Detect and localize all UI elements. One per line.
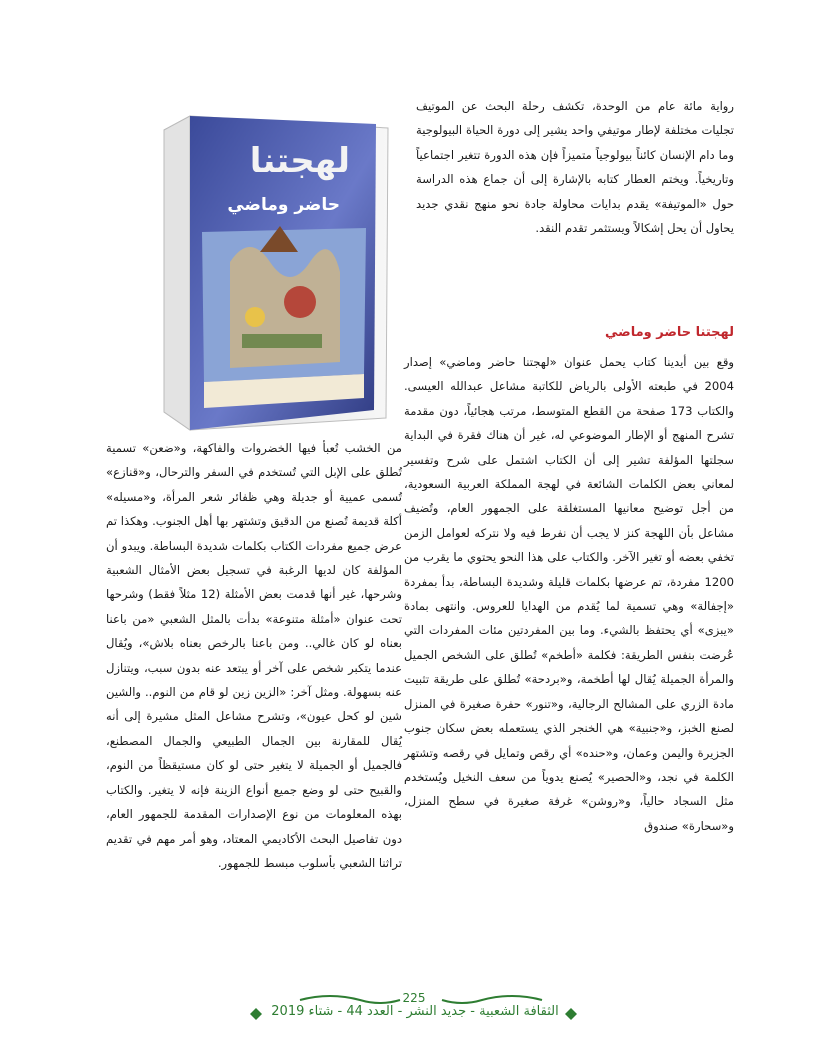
section-heading: لهجتنا حاضر وماضي	[604, 325, 734, 340]
right-column-paragraph: وقع بين أيدينا كتاب يحمل عنوان «لهجتنا حاضر وماضي» إصدار 2004 في طبعته الأولى بالرياض للكاتبة مشاعل عبدالله العيسى. والكتاب 173 صفحة من القطع المتوسط، مرتب هجائياً، دون مقدمة تشرح المنهج أو الإطار الموضوعي له، غير أن هناك فقرة في البداية سجلتها المؤلفة تشير إلى أن الكتاب اشتمل على شرح وتفسير لمعاني بعض الكلمات الشائعة في لهجة المملكة العربية السعودية، من أجل توضيح معانيها المستغلقة على الجمهور العام، وتُضيف مشاعل بأن اللهجة كنز لا يجب أن نفرط فيه ولا نتركه لعوامل الزمن تخفي بعضه أو تغير الآخر. والكتاب على هذا النحو يحتوي ما يقرب من 1200 مفردة، تم عرضها بكلمات قليلة وشديدة البساطة، بدأ بمفردة «إجفالة» وهي تسمية لما يُقدم من الهدايا للعروس. وانتهى بمادة «يبزى» أي يحتفظ بالشيء. وما بين المفردتين مئات المفردات التي عُرضت بنفس الطريقة: فكلمة «أطخم» تُطلق على الشخص الجميل والمرأة الجميلة يُقال لها أطخمة، و«بردحة» تُطلق على طريقة تثبيت مادة الزري على المشالح الرجالية، و«تنور» حفرة صغيرة في المنزل لصنع الخبز، و«جنبية» هي الخنجر الذي يستعمله بعض سكان جنوب الجزيرة واليمن وعمان، و«حنده» أي رقص وتمايل في رقصه وتشتهر الكلمة في نجد، و«الحصير» يُصنع يدوياً من سعف النخيل ويُستخدم مثل السجاد حالياً، و«روشن» غرفة صغيرة في سطح المنزل، و«سحارة» صندوق	[404, 355, 735, 833]
intro-paragraph-block	[416, 94, 734, 240]
book-cover-title: لهجتنا	[249, 141, 350, 181]
page-number: 225	[402, 991, 426, 1005]
left-column-paragraph: من الخشب تُعبأ فيها الخضروات والفاكهة، و«ضعن» تسمية تُطلق على الإبل التي تُستخدم في السفر والترحال، و«قنازع» تُسمى عميية أو جديلة وهي ظفائر شعر المرأة، و«مسيله» أكلة قديمة تُصنع من الدقيق وتشتهر بها أهل الجنوب. وهكذا تم عرض جميع مفردات الكتاب بكلمات شديدة البساطة. ويبدو أن المؤلفة كان لديها الرغبة في تسجيل بعض الأمثال الشعبية وشرحها، غير أنها قدمت بعض الأمثلة (12 مثلاً فقط) وشرحها تحت عنوان «أمثلة متنوعة» بدأت بالمثل الشعبي «من باعنا بعناه لو كان غالي.. ومن باعنا بالرخص بعناه بلاش»، ويُقال عندما يتكبر شخص على آخر أو يبتعد عنه بدون سبب، ويتنازل عنه بسهولة. ومثل آخر: «الزين زين لو قام من النوم.. والشين شين لو كحل عيون»، وتشرح مشاعل المثل مشيرة إلى أنه يُقال للمقارنة بين الجمال الطبيعي والجمال المصطنع، فالجميل أو الجميلة لا يتغير حتى لو كان مستيقظاً من النوم، والقبيح حتى لو وضع جميع أنواع الزينة فإنه لا يتغير. والكتاب بهذه المعلومات من نوع الإصدارات المقدمة للجمهور العام، دون تفاصيل البحث الأكاديمي المعتاد، وهو أمر مهم في تقديم تراثنا الشعبي بأسلوب مبسط للجمهور.	[106, 441, 402, 870]
book-cover-subtitle: حاضر وماضي	[227, 195, 340, 215]
intro-paragraph: رواية مائة عام من الوحدة، تكشف رحلة البحث عن الموتيف تجليات مختلفة لإطار موتيفي واحد يشير إلى دورة الحياة البيولوجية وما دام الإنسان كائناً بيولوجياً متميزاً فإن هذه الدورة تتغير اجتماعياً وتاريخياً. ويختم العطار كتابه بالإشارة إلى أن جماع هذه الدراسة حول «الموتيفة» يقدم بدايات محاولة جادة نحو منهج نقدي جديد يحاول أن يحل إشكالاً ويستثمر تقدم النقد.	[416, 99, 734, 236]
left-column-text-block	[106, 436, 402, 875]
right-column-text-block	[404, 350, 734, 838]
book-cover-image	[150, 112, 400, 432]
footer-publication-line: الثقافة الشعبية - جديد النشر - العدد 44 - شتاء 2019	[271, 1004, 559, 1019]
